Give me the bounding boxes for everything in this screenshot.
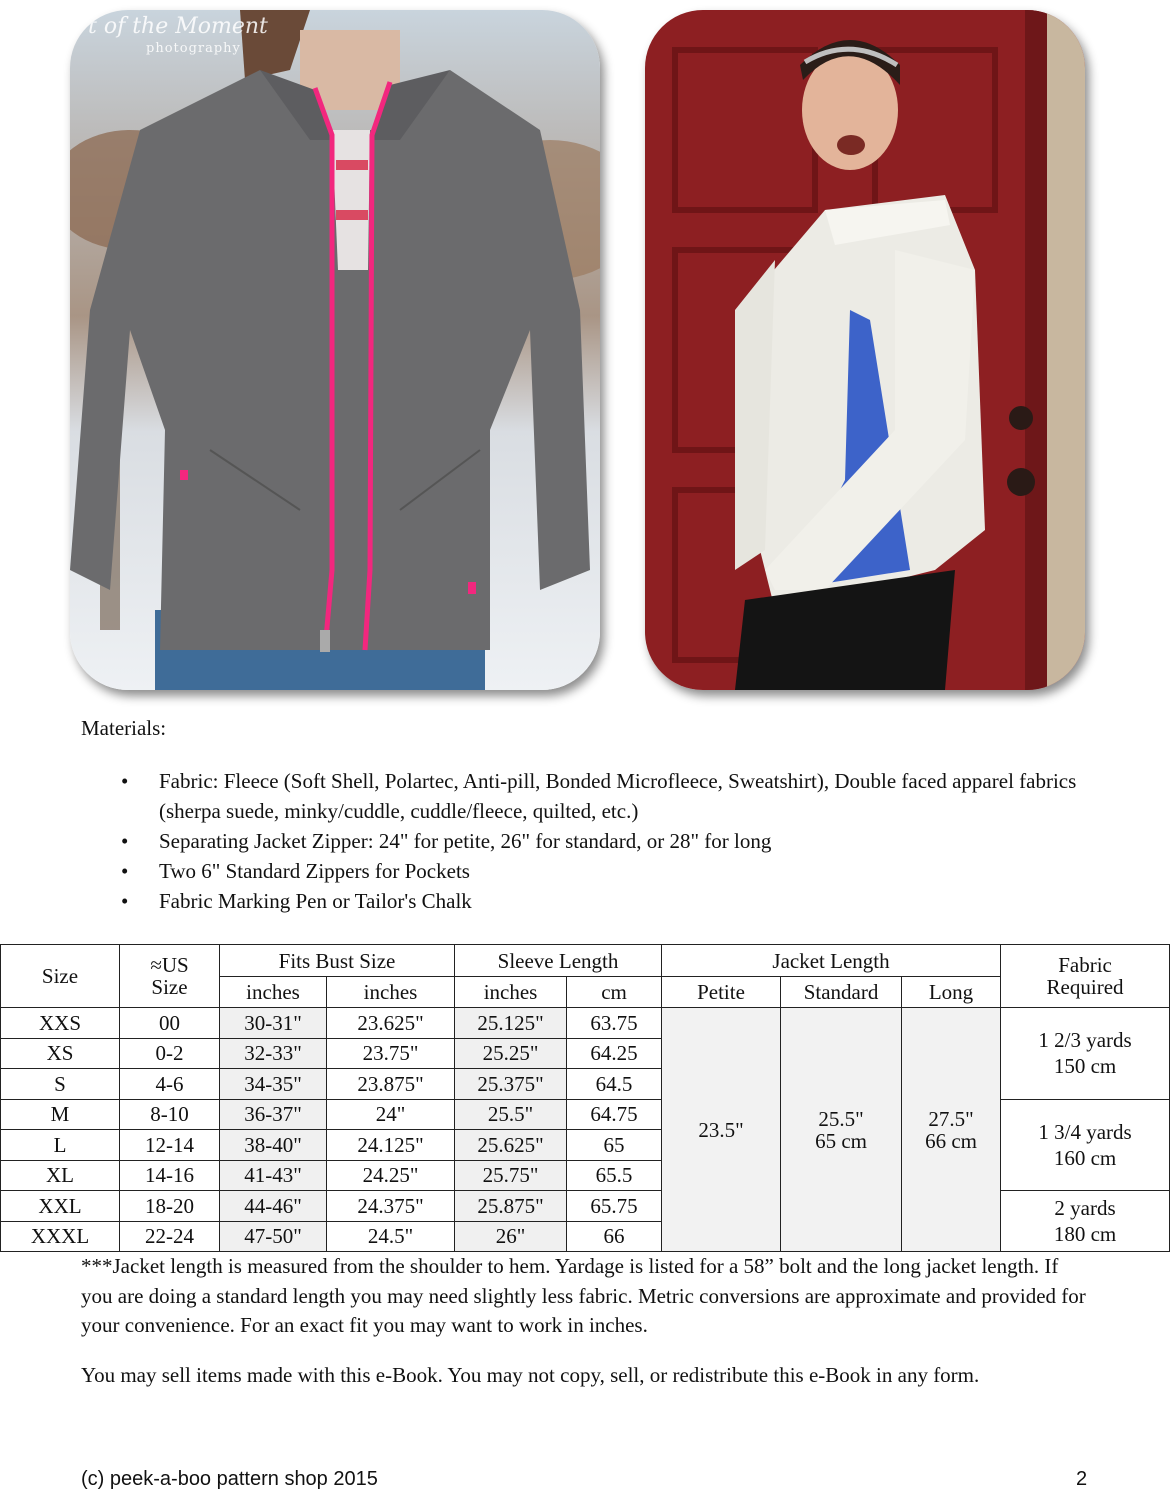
cell-sleeve-in: 26" [455, 1221, 567, 1252]
header-fabric [1001, 945, 1170, 1008]
cell-fabric-required [1001, 1099, 1170, 1191]
cell-us-size: 18-20 [120, 1191, 220, 1222]
cell-bust: 47-50" [220, 1221, 327, 1252]
cell-bust: 38-40" [220, 1130, 327, 1161]
header-long: Long [902, 977, 1001, 1008]
cell-sleeve-in: 25.875" [455, 1191, 567, 1222]
measurement-note: ***Jacket length is measured from the shoulder to hem. Yardage is listed for a 58” bolt and the long jacket length. If you are doing a standard length you may need slightly less fabric. Metric conversions are approximate and provided for your convenience. For an exact fit you may want to work in inches. [81, 1254, 1086, 1337]
materials-item: • Two 6" Standard Zippers for Pockets [115, 856, 1095, 886]
cell-us-size: 14-16 [120, 1160, 220, 1191]
cell-size: XL [1, 1160, 120, 1191]
cell-size: XXXL [1, 1221, 120, 1252]
cell-bust-2: 23.625" [327, 1008, 455, 1039]
header-sleeve-unit: inches [455, 977, 567, 1008]
cell-bust-2: 24.375" [327, 1191, 455, 1222]
page-number: 2 [1076, 1468, 1088, 1490]
fabric-yards: 1 2/3 yards [1038, 1028, 1132, 1053]
header-sleeve: Sleeve Length [455, 945, 662, 977]
fabric-cm: 150 cm [1053, 1054, 1117, 1079]
cell-jacket-standard [781, 1008, 902, 1252]
fabric-yards: 2 yards [1054, 1196, 1116, 1220]
cell-fabric-required [1001, 1191, 1170, 1252]
cell-size: XXL [1, 1191, 120, 1222]
cell-bust: 34-35" [220, 1069, 327, 1100]
header-size: Size [1, 945, 120, 1008]
photo-white-blue-fleece [645, 10, 1085, 690]
header-fabric-line2: Required [1046, 975, 1124, 999]
cell-bust-2: 24" [327, 1099, 455, 1130]
cell-sleeve-cm: 64.75 [567, 1099, 662, 1130]
cell-sleeve-in: 25.125" [455, 1008, 567, 1039]
jacket-standard-cm: 65 cm [815, 1128, 867, 1153]
cell-sleeve-cm: 64.5 [567, 1069, 662, 1100]
cell-sleeve-cm: 66 [567, 1221, 662, 1252]
cell-jacket-petite: 23.5" [662, 1008, 781, 1252]
materials-item: • Separating Jacket Zipper: 24" for petite, 26" for standard, or 28" for long [115, 826, 1095, 856]
cell-bust-2: 24.125" [327, 1130, 455, 1161]
cell-sleeve-cm: 64.25 [567, 1038, 662, 1069]
grey-jacket-illustration [70, 10, 600, 690]
cell-us-size: 22-24 [120, 1221, 220, 1252]
materials-heading: Materials: [81, 716, 167, 740]
cell-size: S [1, 1069, 120, 1100]
jacket-long-in: 27.5" [928, 1106, 974, 1131]
footer-copyright: (c) peek-a-boo pattern shop 2015 [81, 1468, 378, 1490]
header-petite: Petite [662, 977, 781, 1008]
cell-bust-2: 23.875" [327, 1069, 455, 1100]
cell-bust: 30-31" [220, 1008, 327, 1039]
cell-bust: 41-43" [220, 1160, 327, 1191]
cell-sleeve-cm: 65 [567, 1130, 662, 1161]
cell-sleeve-cm: 63.75 [567, 1008, 662, 1039]
header-bust-unit: inches [220, 977, 327, 1008]
cell-us-size: 12-14 [120, 1130, 220, 1161]
header-bust-unit: inches [327, 977, 455, 1008]
cell-size: XXS [1, 1008, 120, 1039]
table-row [1, 1008, 1170, 1039]
cell-bust-2: 24.25" [327, 1160, 455, 1191]
cell-bust: 36-37" [220, 1099, 327, 1130]
fabric-yards: 1 3/4 yards [1038, 1119, 1132, 1144]
cell-size: L [1, 1130, 120, 1161]
cell-jacket-long [902, 1008, 1001, 1252]
cell-us-size: 4-6 [120, 1069, 220, 1100]
cell-sleeve-in: 25.5" [455, 1099, 567, 1130]
header-bust: Fits Bust Size [220, 945, 455, 977]
cell-sleeve-in: 25.625" [455, 1130, 567, 1161]
usage-terms: You may sell items made with this e-Book. You may not copy, sell, or redistribute this e-Book in any form. [81, 1363, 980, 1387]
cell-sleeve-in: 25.375" [455, 1069, 567, 1100]
photographer-watermark [88, 16, 268, 60]
cell-bust-2: 24.5" [327, 1221, 455, 1252]
cell-bust-2: 23.75" [327, 1038, 455, 1069]
header-jacket: Jacket Length [662, 945, 1001, 977]
size-chart-table [0, 944, 1170, 1252]
jacket-standard-in: 25.5" [818, 1106, 864, 1131]
header-us-size [120, 945, 220, 1008]
fabric-cm: 180 cm [1053, 1222, 1117, 1246]
materials-item: • Fabric Marking Pen or Tailor's Chalk [115, 886, 1095, 916]
watermark-subtitle: photography [146, 41, 241, 56]
watermark-title: t of the Moment [88, 14, 268, 39]
cell-sleeve-cm: 65.5 [567, 1160, 662, 1191]
cell-size: XS [1, 1038, 120, 1069]
cell-sleeve-in: 25.75" [455, 1160, 567, 1191]
materials-list [115, 766, 1095, 916]
cell-us-size: 0-2 [120, 1038, 220, 1069]
header-us-size-line2: Size [151, 975, 188, 999]
cell-size: M [1, 1099, 120, 1130]
cell-bust: 32-33" [220, 1038, 327, 1069]
header-us-size-line1: ≈US [150, 953, 189, 977]
fabric-cm: 160 cm [1053, 1145, 1117, 1170]
materials-item: • Fabric: Fleece (Soft Shell, Polartec, Anti-pill, Bonded Microfleece, Sweatshirt), Double faced apparel fabrics (sherpa suede, minky/cuddle, cuddle/fleece, quilted, etc.) [115, 766, 1095, 826]
cell-fabric-required [1001, 1008, 1170, 1100]
header-standard: Standard [781, 977, 902, 1008]
photo-grey-fleece-jacket [70, 10, 600, 690]
cell-bust: 44-46" [220, 1191, 327, 1222]
cell-sleeve-cm: 65.75 [567, 1191, 662, 1222]
white-jacket-illustration [645, 10, 1085, 690]
jacket-long-cm: 66 cm [925, 1128, 977, 1153]
cell-sleeve-in: 25.25" [455, 1038, 567, 1069]
header-sleeve-unit: cm [567, 977, 662, 1008]
header-fabric-line1: Fabric [1058, 953, 1112, 977]
cell-us-size: 8-10 [120, 1099, 220, 1130]
cell-us-size: 00 [120, 1008, 220, 1039]
